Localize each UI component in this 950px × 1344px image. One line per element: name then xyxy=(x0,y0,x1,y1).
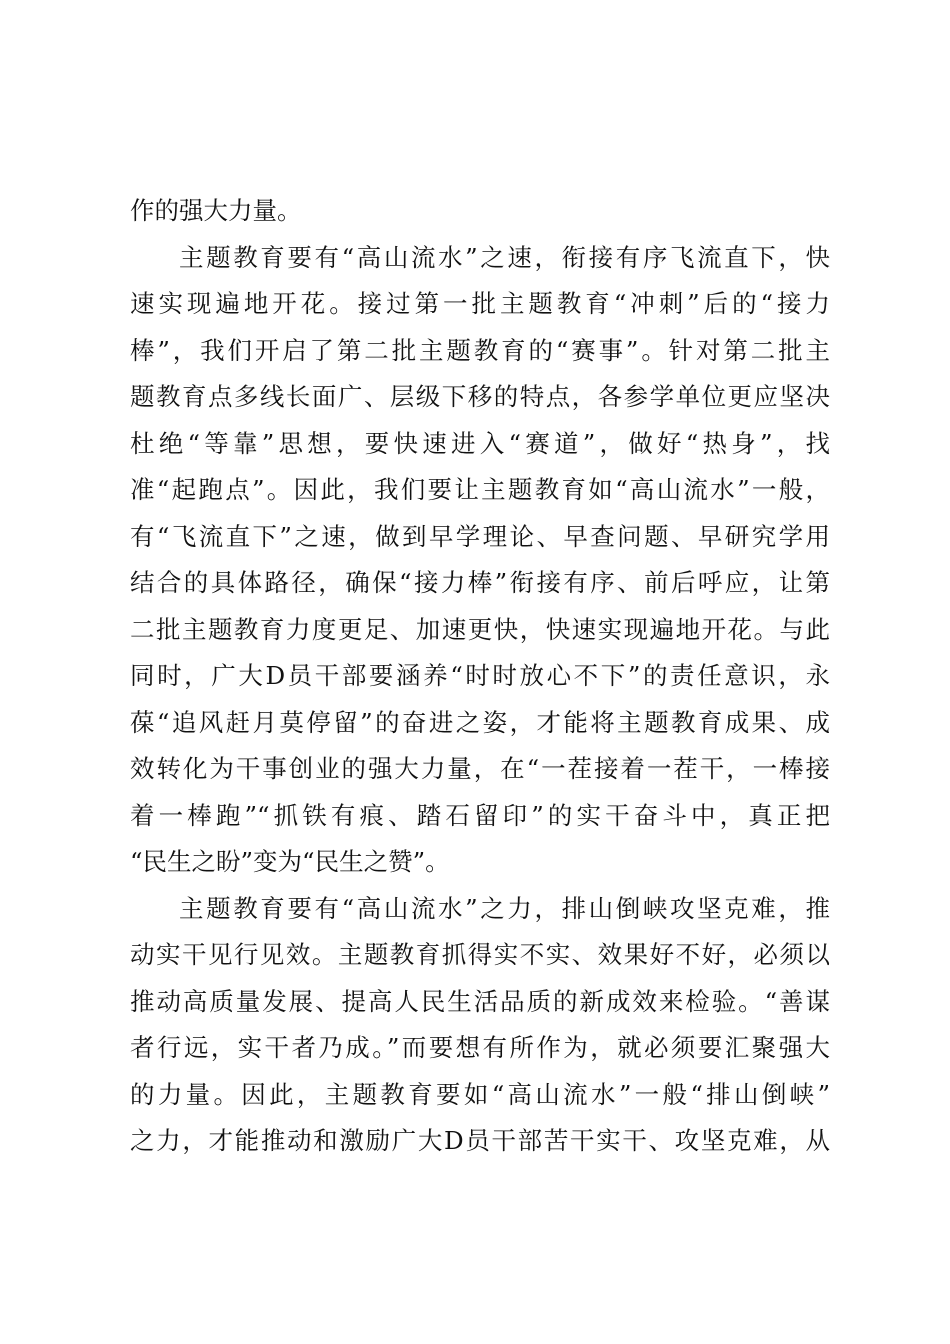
text-line: 同时，广大D员干部要涵养“时时放心不下”的责任意识，永 xyxy=(130,661,830,690)
text-line: 二批主题教育力度更足、加速更快，快速实现遍地开花。与此 xyxy=(130,614,830,644)
text-line: 动实干见行见效。主题教育抓得实不实、效果好不好，必须以 xyxy=(130,940,830,969)
text-line: 速实现遍地开花。接过第一批主题教育“冲刺”后的“接力 xyxy=(130,289,830,318)
text-line: 效转化为干事创业的强大力量，在“一茬接着一茬干，一棒接 xyxy=(130,754,830,783)
text-line: 之力，才能推动和激励广大D员干部苦干实干、攻坚克难，从 xyxy=(130,1126,830,1155)
text-line: 题教育点多线长面广、层级下移的特点，各参学单位更应坚决 xyxy=(130,382,830,411)
text-line: 者行远，实干者乃成。”而要想有所作为，就必须要汇聚强大 xyxy=(130,1033,830,1062)
text-line: 准“起跑点”。因此，我们要让主题教育如“高山流水”一般， xyxy=(130,475,830,504)
paragraph-first-line: 主题教育要有“高山流水”之速，衔接有序飞流直下，快 xyxy=(179,242,830,272)
text-line: 推动高质量发展、提高人民生活品质的新成效来检验。“善谋 xyxy=(130,986,830,1016)
text-line: 有“飞流直下”之速，做到早学理论、早查问题、早研究学用 xyxy=(130,521,830,551)
text-line: 杜绝“等靠”思想，要快速进入“赛道”，做好“热身”，找 xyxy=(130,428,830,458)
document-body xyxy=(130,188,830,1165)
text-line: 葆“追风赶月莫停留”的奋进之姿，才能将主题教育成果、成 xyxy=(130,707,830,737)
text-line: 着一棒跑”“抓铁有痕、踏石留印”的实干奋斗中，真正把 xyxy=(130,800,830,830)
text-line: 的力量。因此，主题教育要如“高山流水”一般“排山倒峡” xyxy=(130,1079,830,1109)
paragraph-first-line: 主题教育要有“高山流水”之力，排山倒峡攻坚克难，推 xyxy=(179,893,830,923)
text-line: 作的强大力量。 xyxy=(130,196,302,225)
text-line: 棒”，我们开启了第二批主题教育的“赛事”。针对第二批主 xyxy=(130,335,830,365)
text-line: 结合的具体路径，确保“接力棒”衔接有序、前后呼应，让第 xyxy=(130,568,830,597)
text-line: “民生之盼”变为“民生之赞”。 xyxy=(130,847,450,876)
